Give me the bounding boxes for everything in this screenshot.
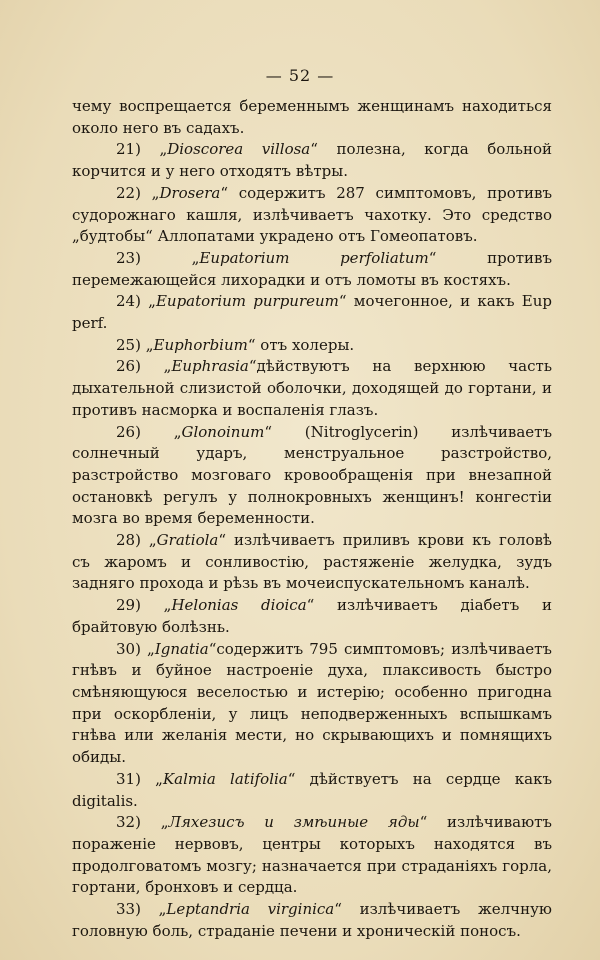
remedy-entry [72,899,552,942]
remedy-description: дѣйствуетъ на сердце какъ digitalis. [72,769,552,810]
remedy-entry [72,595,552,638]
remedy-entry [72,183,552,248]
remedy-description: содержитъ 795 симптомовъ; излѣчиваетъ гнѣвъ и буйное настроеніе духа, плаксивость быстро смѣняющуюся веселостью и истерію; особенно пригодна при оскорбленіи, у лицъ неподверженныхъ вспышкамъ гнѣва или желанія мести, но скрывающихъ и помнящихъ обиды. [72,639,552,767]
open-quote: „ [140,140,168,159]
entry-number: 25) [116,335,141,354]
remedy-name: Euphrasia [171,357,249,376]
remedy-name: Helonias dioica [171,596,307,615]
open-quote: „ [140,292,156,311]
close-quote: “ [338,292,347,311]
close-quote: “ [220,183,229,202]
remedy-description: противъ перемежающейся лихорадки и отъ ломоты въ костяхъ. [72,248,552,289]
page-number: — 52 — [265,66,335,85]
close-quote: “ [248,357,257,376]
close-quote: “ [208,639,217,658]
remedy-name: Leptandria virginica [166,900,335,919]
entry-number: 28) [116,531,141,550]
close-quote: “ [218,531,227,550]
remedy-name: Kalmia latifolia [162,769,288,788]
open-quote: „ [140,639,155,658]
remedy-description: излѣчиваетъ приливъ крови къ головѣ съ жаромъ и сонливостію, растяженіе желудка, зудъ задняго прохода и рѣзь въ мочеиспускательномъ каналѣ. [72,531,552,593]
intro-paragraph: чему воспрещается беременнымъ женщинамъ находиться около него въ садахъ. [72,97,552,137]
remedy-entry [72,335,552,357]
entry-number: 24) [116,292,141,311]
remedy-name: Eupatorium perfoliatum [199,248,429,267]
open-quote: „ [140,248,200,267]
remedy-description: мочегонное, и какъ Eup perf. [72,292,553,333]
remedy-entry [72,769,552,812]
entry-number: 26) [116,422,141,441]
page-text [72,96,552,942]
entry-number: 31) [116,769,141,788]
remedy-description: полезна, когда больной корчится и у него отходятъ вѣтры. [72,140,553,181]
remedy-name: Euphorbium [153,335,248,354]
remedy-entry [72,530,552,595]
remedy-entry [72,291,552,334]
open-quote: „ [140,357,172,376]
remedy-entry [72,139,552,182]
remedy-description: излѣчиваютъ пораженіе нервовъ, центры которыхъ находятся въ продолговатомъ мозгу; назначается при страданіяхъ горла, гортани, бронховъ и сердца. [72,813,552,897]
entry-number: 32) [116,813,141,832]
entry-number: 30) [116,639,141,658]
remedy-description: (Nitroglycerin) излѣчиваетъ солнечный ударъ, менструальное разстройство, разстройство мозговаго кровообращенія при внезапной остановкѣ регулъ у полнокровныхъ женщинъ! конгестіи мозга во время беременности. [72,422,552,528]
remedy-name: Drosera [159,183,221,202]
close-quote: “ [419,813,428,832]
entry-number: 29) [116,596,141,615]
remedy-entry [72,422,552,531]
remedy-list [72,139,552,942]
remedy-name: Ignatia [154,639,209,658]
entry-number: 26) [116,357,141,376]
remedy-entry [72,812,552,899]
open-quote: „ [140,813,169,832]
close-quote: “ [247,335,256,354]
open-quote: „ [140,422,182,441]
close-quote: “ [428,248,437,267]
open-quote: „ [140,596,172,615]
entry-number: 21) [116,140,141,159]
remedy-description: содержитъ 287 симптомовъ, противъ судорожнаго кашля, излѣчиваетъ чахотку. Это средство „будтобы“ Аллопатами украдено отъ Гомеопатовъ. [72,183,553,246]
remedy-description: дѣйствуютъ на верхнюю часть дыхательной слизистой оболочки, доходящей до гортани, и противъ насморка и воспаленія глазъ. [72,357,552,419]
open-quote: „ [140,900,167,919]
entry-number: 23) [116,248,141,267]
open-quote: „ [140,769,163,788]
remedy-entry [72,248,552,291]
remedy-name: Eupatorium purpureum [155,292,339,311]
entry-number: 22) [116,183,141,202]
remedy-description: излѣчиваетъ желчную головную боль, страданіе печени и хроническій поносъ. [72,900,552,940]
open-quote: „ [140,335,154,354]
close-quote: “ [334,900,342,919]
remedy-description: излѣчиваетъ діабетъ и брайтовую болѣзнь. [72,596,552,636]
close-quote: “ [287,769,296,788]
open-quote: „ [140,531,157,550]
remedy-entry [72,639,552,769]
open-quote: „ [140,183,160,202]
remedy-name: Glonoinum [181,422,265,441]
remedy-name: Gratiola [156,531,219,550]
remedy-name: Ляхезисъ и змѣиные яды [168,813,420,832]
close-quote: “ [310,140,318,159]
remedy-name: Dioscorea villosa [167,140,311,159]
entry-number: 33) [116,900,141,919]
close-quote: “ [306,596,315,615]
close-quote: “ [264,422,273,441]
remedy-description: отъ холеры. [255,335,355,354]
remedy-entry [72,356,552,421]
